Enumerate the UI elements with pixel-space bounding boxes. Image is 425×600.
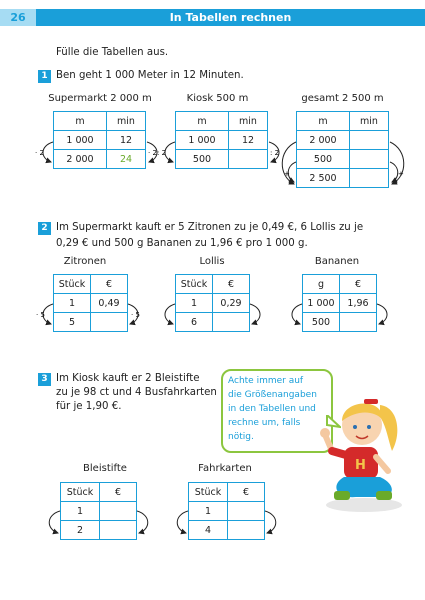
operator-label: · 5 bbox=[36, 311, 45, 319]
table-cell: 2 000 bbox=[54, 150, 107, 169]
table-title-bleistifte: Bleistifte bbox=[83, 463, 127, 474]
table-cell: 500 bbox=[297, 150, 350, 169]
arrow-right bbox=[377, 304, 387, 324]
table-cell: 2 000 bbox=[297, 131, 350, 150]
hint-line: rechne um, falls bbox=[228, 418, 301, 428]
table-cell: 1 000 bbox=[303, 294, 340, 313]
arrow-right bbox=[265, 511, 276, 533]
header-cell: € bbox=[340, 275, 377, 294]
girl-illustration bbox=[318, 385, 408, 515]
task-3-text-line-3: für je 1,90 €. bbox=[56, 401, 122, 412]
hint-line: die Größenangaben bbox=[228, 390, 317, 400]
header-cell: m bbox=[297, 112, 350, 131]
header-cell: min bbox=[229, 112, 268, 131]
task-2-text-line-2: 0,29 € und 500 g Bananen zu 1,96 € pro 1 000 g. bbox=[56, 238, 308, 249]
operator-label: · 5 bbox=[131, 311, 140, 319]
table-cell: 2 500 bbox=[297, 169, 350, 188]
table-title-bananen: Bananen bbox=[314, 256, 360, 267]
table-cell: 1,96 bbox=[340, 294, 377, 313]
task-2-text-line-1: Im Supermarkt kauft er 5 Zitronen zu je 0,49 €, 6 Lollis zu je bbox=[56, 222, 364, 233]
arrow-right bbox=[250, 304, 260, 324]
table-cell: 4 bbox=[189, 521, 228, 540]
header-cell: Stück bbox=[61, 483, 100, 502]
arrow-left bbox=[177, 511, 188, 533]
hint-line: nötig. bbox=[228, 432, 254, 442]
table-cell: 1 bbox=[61, 502, 100, 521]
table-title-zitronen: Zitronen bbox=[63, 256, 107, 267]
operator-label: : 2 bbox=[157, 149, 167, 157]
arrow-right-inner bbox=[390, 162, 398, 182]
header-cell: € bbox=[228, 483, 265, 502]
table-cell: 500 bbox=[176, 150, 229, 169]
task-3-badge: 3 bbox=[38, 373, 51, 386]
operator-label: + bbox=[398, 170, 404, 178]
header-cell: min bbox=[350, 112, 389, 131]
table-cell: 1 000 bbox=[54, 131, 107, 150]
table-cell: 5 bbox=[54, 313, 91, 332]
instruction-text: Fülle die Tabellen aus. bbox=[56, 47, 169, 58]
hint-line: in den Tabellen und bbox=[228, 404, 316, 414]
hint-line: Achte immer auf bbox=[228, 376, 304, 386]
header-cell: m bbox=[54, 112, 107, 131]
task-3-text-line-2: zu je 98 ct und 4 Busfahrkarten bbox=[56, 387, 217, 398]
page-title: In Tabellen rechnen bbox=[169, 11, 292, 24]
task-1-text: Ben geht 1 000 Meter in 12 Minuten. bbox=[56, 70, 244, 81]
header-cell: € bbox=[91, 275, 128, 294]
operator-label: · 2 bbox=[148, 149, 157, 157]
svg-text:H: H bbox=[355, 458, 366, 473]
table-title-kiosk: Kiosk 500 m bbox=[186, 93, 249, 104]
table-title-fahrkarten: Fahrkarten bbox=[198, 463, 252, 474]
table-cell: 12 bbox=[229, 131, 268, 150]
header-cell: Stück bbox=[54, 275, 91, 294]
table-title-lollis: Lollis bbox=[199, 256, 225, 267]
table-cell: 1 bbox=[176, 294, 213, 313]
table-cell: 500 bbox=[303, 313, 340, 332]
table-cell: 2 bbox=[61, 521, 100, 540]
header-cell: m bbox=[176, 112, 229, 131]
operator-label: · 2 bbox=[35, 149, 44, 157]
arrow-right bbox=[137, 511, 148, 533]
header-cell: € bbox=[100, 483, 137, 502]
task-1-badge: 1 bbox=[38, 70, 51, 83]
arrow-left bbox=[43, 142, 53, 162]
table-cell: 1 bbox=[54, 294, 91, 313]
task-2-badge: 2 bbox=[38, 222, 51, 235]
header-cell: € bbox=[213, 275, 250, 294]
table-title-gesamt: gesamt 2 500 m bbox=[301, 93, 384, 104]
table-cell: 1 000 bbox=[176, 131, 229, 150]
page-number: 26 bbox=[0, 9, 36, 26]
table-cell: 1 bbox=[189, 502, 228, 521]
arrow-left bbox=[165, 304, 175, 324]
table-cell: 12 bbox=[107, 131, 146, 150]
arrow-left bbox=[292, 304, 302, 324]
header-cell: g bbox=[303, 275, 340, 294]
operator-label: : 2 bbox=[270, 149, 280, 157]
arrow-left bbox=[49, 511, 60, 533]
hint-text bbox=[228, 374, 322, 444]
table-cell: 0,29 bbox=[213, 294, 250, 313]
task-3-text-line-1: Im Kiosk kauft er 2 Bleistifte bbox=[56, 373, 200, 384]
header-cell: min bbox=[107, 112, 146, 131]
operator-label: + bbox=[284, 170, 290, 178]
arrow-left bbox=[165, 142, 175, 162]
header-cell: Stück bbox=[189, 483, 228, 502]
table-cell: 6 bbox=[176, 313, 213, 332]
header-cell: Stück bbox=[176, 275, 213, 294]
table-cell: 0,49 bbox=[91, 294, 128, 313]
table-title-supermarkt: Supermarkt 2 000 m bbox=[48, 93, 152, 104]
answer-cell: 24 bbox=[107, 150, 146, 169]
